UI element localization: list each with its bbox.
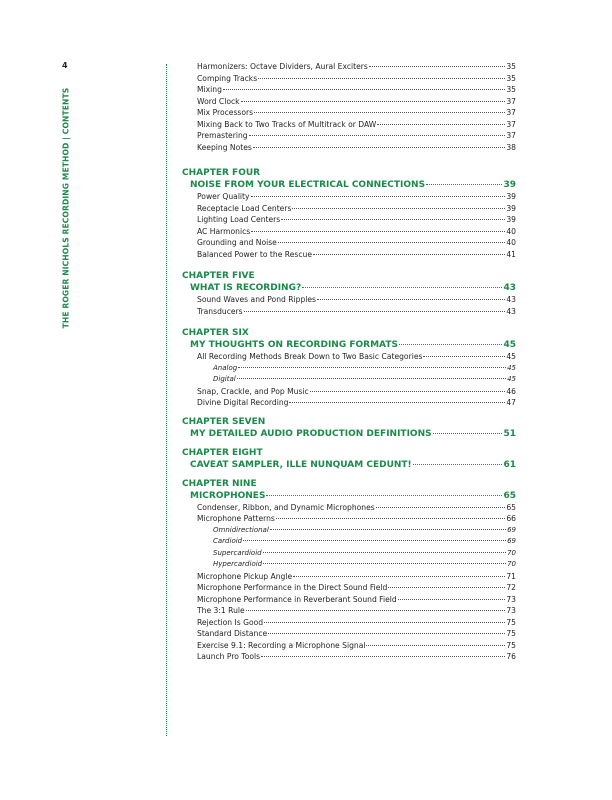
entry-title: Comping Tracks bbox=[197, 73, 258, 83]
entry-page: 65 bbox=[503, 490, 516, 501]
entry-page: 37 bbox=[506, 96, 516, 106]
entry-page: 65 bbox=[506, 502, 516, 512]
entry-title: Microphone Patterns bbox=[197, 514, 275, 523]
dot-leader bbox=[317, 299, 505, 300]
entry-page: 73 bbox=[506, 606, 516, 615]
chapter-label: CHAPTER FIVE bbox=[182, 271, 255, 281]
entry-title: Mixing Back to Two Tracks of Multitrack or DAW bbox=[197, 119, 377, 129]
entry-page: 40 bbox=[506, 226, 516, 236]
toc-entry[interactable] bbox=[182, 640, 516, 652]
entry-page: 43 bbox=[506, 295, 516, 304]
dot-leader bbox=[241, 101, 506, 102]
entry-title: Snap, Crackle, and Pop Music bbox=[197, 386, 309, 396]
toc-entry[interactable] bbox=[182, 61, 516, 73]
toc-entry[interactable] bbox=[182, 237, 516, 249]
dot-leader bbox=[426, 184, 502, 185]
entry-title: NOISE FROM YOUR ELECTRICAL CONNECTIONS bbox=[190, 180, 426, 190]
dot-leader bbox=[369, 66, 506, 67]
entry-page: 45 bbox=[507, 363, 516, 372]
toc-entry[interactable] bbox=[182, 73, 516, 85]
dot-leader bbox=[253, 147, 505, 148]
dot-leader bbox=[310, 391, 506, 392]
entry-page: 37 bbox=[506, 119, 516, 129]
chapter-title[interactable] bbox=[182, 179, 516, 191]
entry-title: All Recording Methods Break Down to Two Basic Categories bbox=[197, 352, 423, 361]
entry-page: 45 bbox=[506, 352, 516, 361]
entry-title: Microphone Pickup Angle bbox=[197, 571, 293, 581]
toc-entry[interactable] bbox=[182, 294, 516, 306]
entry-page: 70 bbox=[507, 560, 516, 568]
toc-entry[interactable] bbox=[182, 203, 516, 215]
toc-entry[interactable] bbox=[182, 142, 516, 154]
entry-title: Grounding and Noise bbox=[197, 238, 277, 247]
dot-leader bbox=[264, 622, 505, 623]
toc-entry[interactable] bbox=[182, 386, 516, 398]
dot-leader bbox=[254, 112, 505, 113]
dot-leader bbox=[388, 587, 505, 588]
dot-leader bbox=[263, 552, 506, 553]
toc-entry[interactable] bbox=[182, 84, 516, 96]
entry-title: Digital bbox=[213, 375, 236, 383]
toc-entry[interactable] bbox=[182, 628, 516, 640]
toc-entry[interactable] bbox=[182, 651, 516, 663]
toc-entry[interactable] bbox=[182, 226, 516, 238]
entry-page: 61 bbox=[503, 459, 516, 470]
entry-title: Power Quality bbox=[197, 192, 250, 201]
toc-entry[interactable] bbox=[182, 397, 516, 409]
entry-page: 35 bbox=[506, 85, 516, 94]
chapter-label: CHAPTER FOUR bbox=[182, 168, 261, 178]
dot-leader bbox=[249, 135, 506, 136]
dot-leader bbox=[433, 433, 503, 434]
dot-leader bbox=[243, 540, 506, 541]
toc-entry[interactable] bbox=[182, 306, 516, 318]
entry-page: 43 bbox=[503, 283, 516, 293]
divider-line bbox=[166, 64, 167, 736]
entry-title: Sound Waves and Pond Ripples bbox=[197, 295, 317, 304]
dot-leader bbox=[399, 344, 503, 345]
dot-leader bbox=[289, 402, 505, 403]
dot-leader bbox=[238, 367, 506, 368]
entry-title: Balanced Power to the Rescue bbox=[197, 249, 313, 259]
dot-leader bbox=[276, 518, 505, 519]
entry-page: 75 bbox=[506, 617, 516, 627]
entry-title: Mixing bbox=[197, 85, 222, 94]
entry-title: Standard Distance bbox=[197, 629, 268, 638]
dot-leader bbox=[268, 633, 505, 634]
dot-leader bbox=[251, 231, 505, 232]
entry-page: 39 bbox=[506, 192, 516, 201]
entry-title: MY DETAILED AUDIO PRODUCTION DEFINITIONS bbox=[190, 428, 432, 439]
entry-page: 39 bbox=[506, 215, 516, 224]
dot-leader bbox=[278, 242, 505, 243]
entry-page: 38 bbox=[506, 142, 516, 152]
toc-entry[interactable] bbox=[182, 249, 516, 261]
dot-leader bbox=[313, 254, 505, 255]
entry-title: Transducers bbox=[197, 306, 243, 316]
entry-page: 69 bbox=[507, 537, 516, 545]
dot-leader bbox=[263, 563, 506, 564]
chapter-title[interactable] bbox=[182, 490, 516, 502]
entry-title: Receptacle Load Centers bbox=[197, 203, 292, 213]
entry-page: 75 bbox=[506, 629, 516, 638]
toc-subentry[interactable] bbox=[182, 559, 516, 571]
entry-page: 39 bbox=[503, 180, 516, 190]
entry-page: 66 bbox=[506, 514, 516, 523]
entry-page: 35 bbox=[506, 62, 516, 71]
entry-page: 75 bbox=[506, 640, 516, 650]
chapter-title[interactable] bbox=[182, 428, 516, 440]
toc-entry[interactable] bbox=[182, 119, 516, 131]
entry-page: 69 bbox=[507, 525, 516, 534]
toc-entry[interactable] bbox=[182, 107, 516, 119]
toc-entry[interactable] bbox=[182, 617, 516, 629]
toc-entry[interactable] bbox=[182, 96, 516, 108]
toc-entry[interactable] bbox=[182, 571, 516, 583]
chapter-title[interactable] bbox=[182, 459, 516, 471]
toc-subentry[interactable] bbox=[182, 548, 516, 560]
toc-entry[interactable] bbox=[182, 130, 516, 142]
entry-page: 76 bbox=[506, 652, 516, 661]
entry-title: Hypercardioid bbox=[213, 560, 263, 568]
entry-page: 71 bbox=[506, 571, 516, 581]
toc-subentry[interactable] bbox=[182, 374, 516, 386]
entry-title: Harmonizers: Octave Dividers, Aural Exciters bbox=[197, 62, 368, 71]
dot-leader bbox=[398, 599, 506, 600]
entry-title: Condenser, Ribbon, and Dynamic Microphones bbox=[197, 502, 375, 512]
toc-subentry[interactable] bbox=[182, 525, 516, 537]
entry-page: 39 bbox=[506, 203, 516, 213]
entry-title: MICROPHONES bbox=[190, 490, 266, 501]
running-head: THE ROGER NICHOLS RECORDING METHOD | CONTENTS bbox=[61, 87, 71, 329]
entry-title: Exercise 9.1: Recording a Microphone Signal bbox=[197, 640, 366, 650]
dot-leader bbox=[423, 356, 505, 357]
entry-title: Mix Processors bbox=[197, 108, 254, 117]
entry-page: 45 bbox=[507, 375, 516, 383]
dot-leader bbox=[258, 78, 505, 79]
entry-page: 47 bbox=[506, 398, 516, 407]
dot-leader bbox=[244, 311, 506, 312]
entry-page: 72 bbox=[506, 583, 516, 592]
entry-page: 73 bbox=[506, 594, 516, 604]
entry-title: WHAT IS RECORDING? bbox=[190, 283, 302, 293]
entry-title: Microphone Performance in the Direct Sound Field bbox=[197, 583, 388, 592]
toc-entry[interactable] bbox=[182, 351, 516, 363]
dot-leader bbox=[266, 495, 502, 496]
entry-title: Keeping Notes bbox=[197, 142, 252, 152]
entry-title: Divine Digital Recording bbox=[197, 398, 289, 407]
entry-page: 40 bbox=[506, 238, 516, 247]
entry-title: Premastering bbox=[197, 131, 248, 140]
dot-leader bbox=[377, 124, 505, 125]
entry-title: The 3:1 Rule bbox=[197, 606, 245, 615]
entry-title: MY THOUGHTS ON RECORDING FORMATS bbox=[190, 340, 398, 350]
dot-leader bbox=[261, 656, 505, 657]
entry-title: CAVEAT SAMPLER, ILLE NUNQUAM CEDUNT! bbox=[190, 459, 412, 470]
entry-title: Launch Pro Tools bbox=[197, 652, 261, 661]
toc-entry[interactable] bbox=[182, 582, 516, 594]
entry-title: AC Harmonics bbox=[197, 226, 251, 236]
chapter-label: CHAPTER NINE bbox=[182, 478, 257, 489]
entry-title: Rejection Is Good bbox=[197, 617, 264, 627]
entry-title: Analog bbox=[213, 363, 238, 372]
chapter-label: CHAPTER EIGHT bbox=[182, 447, 263, 458]
entry-title: Microphone Performance in Reverberant Sound Field bbox=[197, 594, 397, 604]
dot-leader bbox=[302, 287, 502, 288]
entry-page: 37 bbox=[506, 131, 516, 140]
dot-leader bbox=[413, 464, 503, 465]
toc-entry[interactable] bbox=[182, 594, 516, 606]
dot-leader bbox=[293, 576, 505, 577]
chapter-label: CHAPTER SIX bbox=[182, 328, 249, 338]
dot-leader bbox=[376, 507, 506, 508]
dot-leader bbox=[237, 378, 506, 379]
toc-entry[interactable] bbox=[182, 513, 516, 525]
entry-title: Omnidirectional bbox=[213, 525, 269, 534]
dot-leader bbox=[292, 208, 505, 209]
toc-subentry[interactable] bbox=[182, 536, 516, 548]
table-of-contents bbox=[182, 61, 516, 663]
dot-leader bbox=[281, 219, 505, 220]
toc-entry[interactable] bbox=[182, 191, 516, 203]
entry-page: 46 bbox=[506, 386, 516, 396]
toc-entry[interactable] bbox=[182, 214, 516, 226]
entry-page: 43 bbox=[506, 306, 516, 316]
dot-leader bbox=[246, 610, 506, 611]
toc-subentry[interactable] bbox=[182, 363, 516, 375]
page-number: 4 bbox=[62, 61, 68, 70]
dot-leader bbox=[366, 645, 505, 646]
entry-title: Cardioid bbox=[213, 537, 243, 545]
toc-entry[interactable] bbox=[182, 502, 516, 514]
entry-page: 41 bbox=[506, 249, 516, 259]
dot-leader bbox=[270, 529, 506, 530]
entry-title: Supercardioid bbox=[213, 548, 262, 557]
entry-page: 51 bbox=[503, 428, 516, 439]
entry-title: Lighting Load Centers bbox=[197, 215, 281, 224]
entry-page: 37 bbox=[506, 108, 516, 117]
chapter-title[interactable] bbox=[182, 282, 516, 294]
chapter-label: CHAPTER SEVEN bbox=[182, 416, 266, 427]
dot-leader bbox=[223, 89, 505, 90]
entry-page: 35 bbox=[506, 73, 516, 83]
dot-leader bbox=[251, 196, 506, 197]
entry-title: Word Clock bbox=[197, 96, 240, 106]
entry-page: 45 bbox=[503, 340, 516, 350]
chapter-title[interactable] bbox=[182, 339, 516, 351]
entry-page: 70 bbox=[507, 548, 516, 557]
toc-entry[interactable] bbox=[182, 605, 516, 617]
